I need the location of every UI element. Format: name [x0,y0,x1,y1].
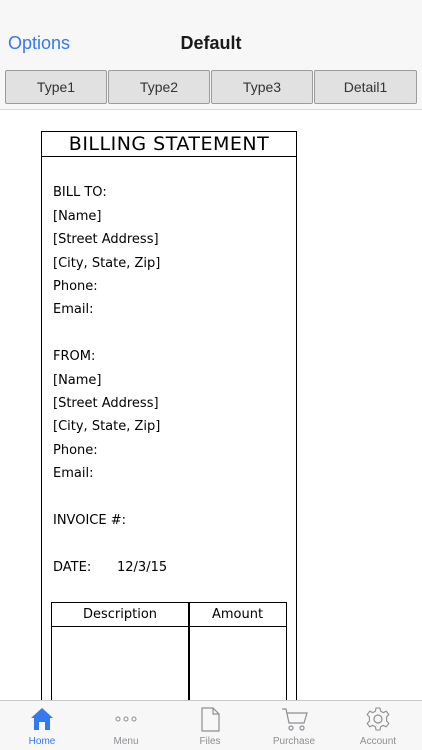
bill-to-street: [Street Address] [53,232,159,247]
bill-to-name: [Name] [53,209,102,224]
from-heading: FROM: [53,349,96,364]
from-street: [Street Address] [53,396,159,411]
invoice-label: INVOICE #: [53,513,126,528]
tab-files-label: Files [199,736,221,747]
segment-type3[interactable]: Type3 [211,70,313,104]
bill-to-email: Email: [53,302,94,317]
bill-to-phone: Phone: [53,279,98,294]
file-icon [197,706,223,732]
from-name: [Name] [53,373,102,388]
more-icon [113,706,139,732]
tab-purchase[interactable] [252,701,336,750]
tab-menu[interactable] [84,701,168,750]
bill-to-heading: BILL TO: [53,185,107,200]
line-items-table [51,602,287,712]
billing-statement-document[interactable] [41,131,297,711]
tab-account[interactable] [336,701,420,750]
tab-home-label: Home [28,736,56,747]
tab-account-label: Account [359,736,397,747]
cart-icon [281,706,309,732]
from-email: Email: [53,466,94,481]
table-header-row [52,603,286,627]
tab-bar [0,700,422,750]
amount-column-header: Amount [211,607,264,622]
from-phone: Phone: [53,443,98,458]
gear-icon [365,706,391,732]
table-column-divider [188,603,190,713]
segment-type1[interactable]: Type1 [5,70,107,104]
date-label: DATE: [53,560,92,575]
home-icon [29,706,55,732]
document-title: BILLING STATEMENT [42,132,296,157]
date-value: 12/3/15 [117,560,168,575]
segment-type2[interactable]: Type2 [108,70,210,104]
page-title: Default [180,33,242,53]
options-button[interactable]: Options [8,33,71,53]
tab-purchase-label: Purchase [272,736,316,747]
segment-detail1[interactable]: Detail1 [314,70,417,104]
description-column-header: Description [82,607,158,622]
segmented-control [0,64,422,110]
from-city: [City, State, Zip] [53,419,161,434]
tab-home[interactable] [0,701,84,750]
bill-to-city: [City, State, Zip] [53,256,161,271]
tab-files[interactable] [168,701,252,750]
tab-menu-label: Menu [113,736,139,747]
navigation-bar [0,0,422,64]
